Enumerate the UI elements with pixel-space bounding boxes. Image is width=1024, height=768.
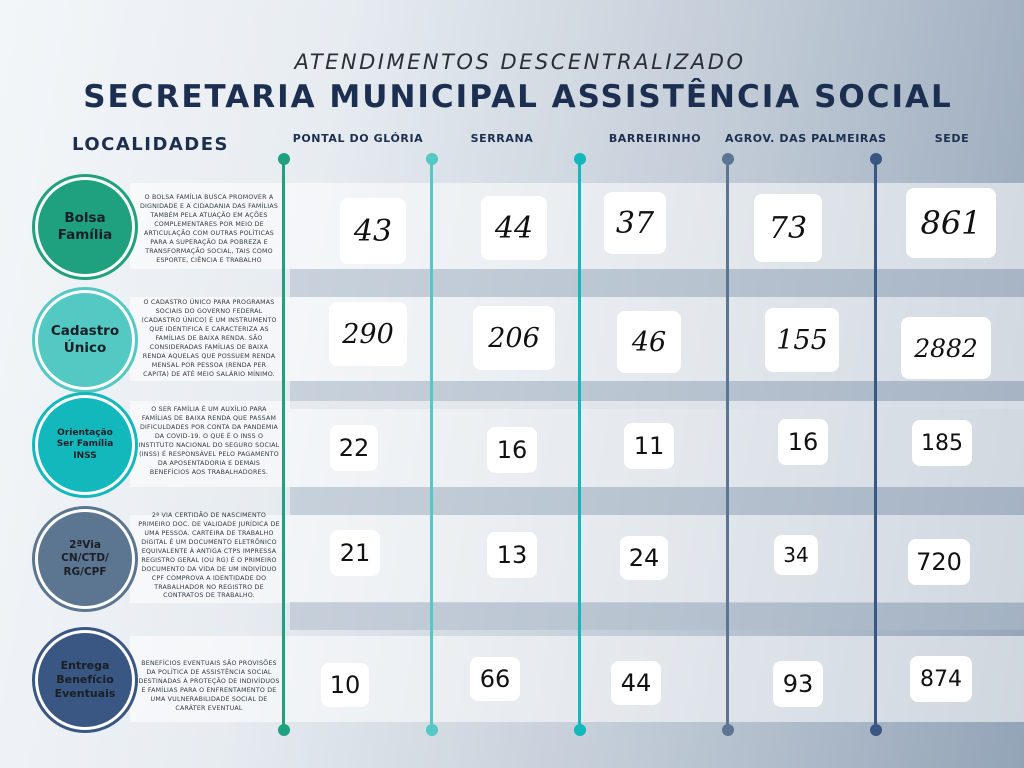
value-cell: 44 [481, 196, 547, 260]
column-dot-bottom [870, 724, 882, 736]
value-cell: 11 [624, 423, 674, 469]
description-bolsa-familia: O BOLSA FAMÍLIA BUSCA PROMOVER A DIGNIDADE E A CIDADANIA DAS FAMÍLIAS TAMBÉM PELA ATUAÇÃO EM AÇÕES COMPLEMENTARES POR MEIO DE ARTICULAÇÃO COM OUTRAS POLÍTICAS PARA A SUPERAÇÃO DA POBREZA E TRANSFORMAÇÃO SOCIAL, TAIS COMO ESPORTE, CIÊNCIA E TRABALHO [139, 194, 279, 264]
row-label-entrega-beneficio: Entrega Benefício Eventuais [38, 633, 132, 727]
localidades-heading: LOCALIDADES [72, 134, 230, 155]
row-separator [290, 269, 1024, 297]
column-dot-top [870, 153, 882, 165]
column-dot-top [722, 153, 734, 165]
value-cell: 37 [604, 192, 666, 254]
row-label-segunda-via: 2ªVia CN/CTD/ RG/CPF [38, 512, 132, 606]
value-cell: 290 [329, 302, 407, 366]
row-separator [290, 602, 1024, 630]
value-cell: 874 [910, 656, 972, 702]
value-cell: 10 [321, 663, 369, 707]
value-cell: 206 [473, 306, 555, 370]
value-cell: 43 [340, 198, 406, 264]
value-cell: 34 [774, 535, 818, 575]
column-dot-bottom [426, 724, 438, 736]
column-dot-bottom [574, 724, 586, 736]
value-cell: 24 [620, 536, 668, 580]
column-header-agrov-das-palmeiras: AGROV. DAS PALMEIRAS [725, 132, 887, 145]
page-title: SECRETARIA MUNICIPAL ASSISTÊNCIA SOCIAL [83, 79, 953, 115]
description-entrega-beneficio: BENEFÍCIOS EVENTUAIS SÃO PROVISÕES DA POLÍTICA DE ASSISTÊNCIA SOCIAL DESTINADAS À PROTEÇÃO DE INDIVÍDUOS E FAMÍLIAS PARA O ENFRENTAMENTO DE UMA VULNERABILIDADE SOCIAL DE CARÁTER EVENTUAL [138, 660, 280, 712]
value-cell: 720 [908, 539, 970, 585]
column-header-serrana: SERRANA [470, 132, 534, 145]
column-dot-bottom [278, 724, 290, 736]
column-line-serrana [430, 159, 433, 730]
value-cell: 21 [330, 530, 380, 576]
description-orientacao: O SER FAMÍLIA É UM AUXÍLIO PARA FAMÍLIAS DE BAIXA RENDA QUE PASSAM DIFICULDADES POR CONTA DA PANDEMIA DA COVID-19. O QUE É O INSS O INSTITUTO NACIONAL DO SEGURO SOCIAL (INSS) É RESPONSÁVEL PELO PAGAMENTO DA APOSENTADORIA E DEMAIS BENEFÍCIOS AOS TRABALHADORES. [138, 406, 280, 476]
column-line-sede [874, 159, 877, 730]
column-dot-top [574, 153, 586, 165]
value-cell: 13 [487, 532, 537, 578]
value-cell: 73 [754, 194, 822, 262]
column-dot-top [426, 153, 438, 165]
column-line-agrov [726, 159, 729, 730]
value-cell: 861 [906, 188, 996, 258]
column-header-barreirinho: BARREIRINHO [608, 132, 702, 145]
page-subtitle: ATENDIMENTOS DESCENTRALIZADO [294, 50, 746, 74]
row-label-orientacao: Orientação Ser Família INSS [38, 398, 132, 492]
value-cell: 2882 [901, 317, 991, 379]
column-line-barreirinho [578, 159, 581, 730]
description-segunda-via: 2ª VIA CERTIDÃO DE NASCIMENTO PRIMEIRO DOC. DE VALIDADE JURÍDICA DE UMA PESSOA. CARTEIRA DE TRABALHO DIGITAL É UM DOCUMENTO ELETRÔNICO EQUIVALENTE À ANTIGA CTPS IMPRESSA REGISTRO GERAL (OU RG) É O PRIMEIRO DOCUMENTO DA VIDA DE UM INDIVÍDUO CPF COMPROVA A IDENTIDADE DO TRABALHADOR NO REGISTRO DE CONTRATOS DE TRABALHO. [138, 512, 280, 600]
value-cell: 16 [487, 427, 537, 473]
value-cell: 185 [912, 420, 972, 466]
row-label-cadastro-unico: Cadastro Único [38, 293, 132, 387]
value-cell: 155 [765, 308, 839, 372]
row-separator [290, 487, 1024, 515]
column-dot-top [278, 153, 290, 165]
description-cadastro-unico: O CADASTRO ÚNICO PARA PROGRAMAS SOCIAIS DO GOVERNO FEDERAL (CADASTRO ÚNICO) É UM INSTRUMENTO QUE IDENTIFICA E CARACTERIZA AS FAMÍLIAS DE BAIXA RENDA. SÃO CONSIDERADAS FAMÍLIAS DE BAIXA RENDA AQUELAS QUE POSSUEM RENDA MENSAL POR PESSOA (RENDA PER CAPITA) DE ATÉ MEIO SALÁRIO MÍNIMO. [141, 299, 277, 378]
row-label-bolsa-familia: Bolsa Família [38, 180, 132, 274]
column-dot-bottom [722, 724, 734, 736]
value-cell: 93 [773, 661, 823, 707]
value-cell: 66 [470, 657, 520, 701]
column-header-pontal-do-gloria: PONTAL DO GLÓRIA [292, 132, 424, 145]
value-cell: 44 [611, 661, 661, 705]
value-cell: 46 [617, 311, 681, 373]
column-line-pontal [282, 159, 285, 730]
value-cell: 16 [778, 419, 828, 465]
value-cell: 22 [330, 425, 378, 471]
column-header-sede: SEDE [934, 132, 970, 145]
